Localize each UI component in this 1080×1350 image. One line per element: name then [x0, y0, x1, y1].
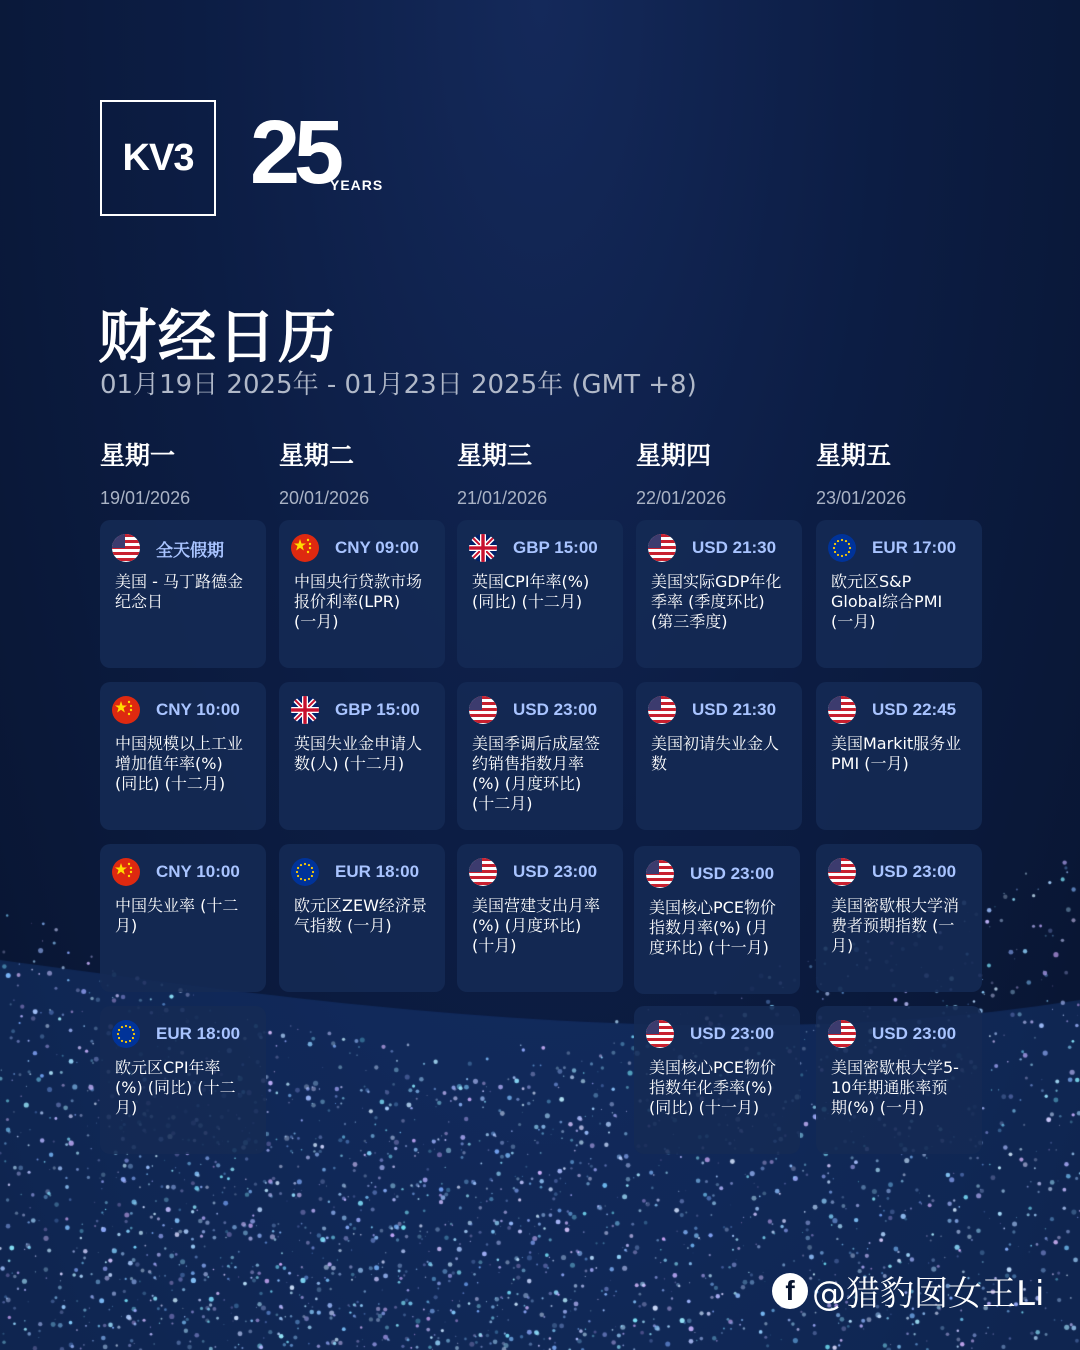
- event-header: [112, 1020, 254, 1048]
- event-card[interactable]: [634, 1006, 800, 1154]
- event-description: [294, 734, 433, 774]
- event-description-line: 欧元区ZEW经济景: [294, 896, 427, 915]
- us-flag-icon: [112, 534, 140, 562]
- event-description-line: 指数年化季率(%): [649, 1078, 773, 1097]
- event-description-line: (%) (月度环比): [472, 916, 582, 935]
- anniversary-number: 25: [250, 103, 339, 203]
- event-description: [294, 572, 433, 632]
- event-description-line: Global综合PMI: [831, 592, 943, 611]
- event-description: [831, 896, 970, 956]
- event-description: [649, 898, 788, 958]
- day-date: 23/01/2026: [816, 488, 907, 508]
- event-currency-time: USD 23:00: [690, 1024, 775, 1043]
- event-description-line: 费者预期指数 (一: [831, 916, 955, 935]
- event-description-line: (同比) (十一月): [649, 1098, 760, 1117]
- day-column-header: [279, 436, 369, 509]
- event-currency-time: 全天假期: [156, 540, 224, 560]
- us-flag-icon: [828, 1020, 856, 1048]
- event-description-line: 中国央行贷款市场: [294, 572, 423, 591]
- day-name: 星期五: [816, 441, 892, 470]
- day-name: 星期一: [100, 441, 176, 470]
- event-description-line: 美国核心PCE物价: [649, 1058, 776, 1077]
- event-card[interactable]: [816, 682, 982, 830]
- gb-flag-icon: [469, 534, 497, 562]
- event-description-line: 美国Markit服务业: [831, 734, 962, 753]
- us-flag-icon: [646, 1020, 674, 1048]
- us-flag-icon: [828, 858, 856, 886]
- event-description-line: 美国营建支出月率: [472, 896, 601, 915]
- event-description-line: (十二月): [472, 794, 533, 813]
- event-header: [648, 696, 790, 724]
- event-description-line: 月): [115, 916, 138, 935]
- us-flag-icon: [646, 860, 674, 888]
- event-header: [291, 534, 433, 562]
- us-flag-icon: [469, 858, 497, 886]
- event-currency-time: USD 23:00: [513, 862, 598, 881]
- event-description-line: 英国CPI年率(%): [472, 572, 590, 591]
- event-card[interactable]: [100, 1006, 266, 1154]
- event-header: [828, 696, 970, 724]
- day-column-header: [816, 436, 906, 509]
- anniversary-word: YEARS: [330, 177, 384, 193]
- event-currency-time: USD 23:00: [872, 862, 957, 881]
- event-currency-time: CNY 10:00: [156, 862, 240, 881]
- event-description: [831, 1058, 970, 1118]
- event-description-line: 报价利率(LPR): [294, 592, 401, 611]
- us-flag-icon: [648, 534, 676, 562]
- event-description: [472, 734, 611, 814]
- cn-flag-icon: [112, 858, 140, 886]
- event-header: [646, 1020, 788, 1048]
- day-name: 星期四: [636, 441, 712, 470]
- event-description-line: 数(人) (十二月): [294, 754, 405, 773]
- event-description: [472, 896, 611, 956]
- day-date: 21/01/2026: [457, 488, 548, 508]
- event-description-line: 数: [651, 754, 668, 773]
- event-description-line: 月): [115, 1098, 138, 1117]
- day-name: 星期三: [457, 441, 533, 470]
- event-card[interactable]: [816, 844, 982, 992]
- event-card[interactable]: [100, 682, 266, 830]
- event-description-line: 美国密歇根大学5-: [831, 1058, 959, 1077]
- event-card[interactable]: [279, 682, 445, 830]
- event-header: [828, 534, 970, 562]
- eu-flag-icon: [112, 1020, 140, 1048]
- event-description-line: 美国密歇根大学消: [831, 896, 960, 915]
- event-currency-time: USD 23:00: [690, 864, 775, 883]
- day-column-header: [636, 436, 726, 509]
- event-card[interactable]: [634, 846, 800, 994]
- event-description-line: 气指数 (一月): [294, 916, 392, 935]
- logo-text: KV3: [122, 136, 194, 179]
- event-currency-time: GBP 15:00: [513, 538, 598, 557]
- day-date: 19/01/2026: [100, 488, 191, 508]
- page-title: 财经日历: [98, 303, 339, 371]
- event-currency-time: USD 21:30: [692, 538, 777, 557]
- event-card[interactable]: [636, 520, 802, 668]
- event-currency-time: EUR 17:00: [872, 538, 957, 557]
- event-currency-time: CNY 10:00: [156, 700, 240, 719]
- event-description-line: (第三季度): [651, 612, 728, 631]
- event-header: [112, 858, 254, 886]
- event-description-line: 美国初请失业金人: [651, 734, 780, 753]
- event-card[interactable]: [279, 520, 445, 668]
- day-date: 20/01/2026: [279, 488, 370, 508]
- event-description: [649, 1058, 788, 1118]
- event-description-line: (十月): [472, 936, 517, 955]
- event-header: [291, 696, 433, 724]
- watermark-text: @猎豹囡女王Li: [812, 1274, 1045, 1314]
- cn-flag-icon: [112, 696, 140, 724]
- event-card[interactable]: [816, 1006, 982, 1154]
- gb-flag-icon: [291, 696, 319, 724]
- us-flag-icon: [469, 696, 497, 724]
- event-currency-time: USD 22:45: [872, 700, 957, 719]
- event-description-line: 度环比) (十一月): [649, 938, 769, 957]
- date-range: 01月19日 2025年 - 01月23日 2025年 (GMT +8): [100, 370, 697, 400]
- event-header: [828, 1020, 970, 1048]
- us-flag-icon: [648, 696, 676, 724]
- event-description-line: 美国季调后成屋签: [472, 734, 601, 753]
- event-description-line: 约销售指数月率: [472, 754, 585, 773]
- day-name: 星期二: [279, 441, 355, 470]
- event-card[interactable]: [100, 844, 266, 992]
- event-header: [469, 696, 611, 724]
- event-description: [831, 572, 970, 632]
- event-header: [469, 858, 611, 886]
- event-description-line: 美国实际GDP年化: [651, 572, 782, 591]
- event-card[interactable]: [457, 520, 623, 668]
- event-description-line: (一月): [294, 612, 339, 631]
- day-column-header: [100, 436, 190, 509]
- event-currency-time: USD 23:00: [872, 1024, 957, 1043]
- event-description: [115, 572, 254, 612]
- event-card[interactable]: [457, 682, 623, 830]
- event-description-line: 中国失业率 (十二: [115, 896, 239, 915]
- event-description-line: PMI (一月): [831, 754, 909, 773]
- event-description: [115, 1058, 254, 1118]
- event-header: [828, 858, 970, 886]
- watermark: [772, 1266, 1044, 1315]
- event-description-line: 月): [831, 936, 854, 955]
- facebook-icon: f: [772, 1273, 808, 1309]
- event-card[interactable]: [457, 844, 623, 992]
- us-flag-icon: [828, 696, 856, 724]
- day-date: 22/01/2026: [636, 488, 727, 508]
- event-description-line: 10年期通胀率预: [831, 1078, 948, 1097]
- event-description: [472, 572, 611, 612]
- event-description-line: 纪念日: [115, 592, 164, 611]
- event-description-line: 美国核心PCE物价: [649, 898, 776, 917]
- event-card[interactable]: [636, 682, 802, 830]
- event-header: [646, 860, 788, 888]
- event-description: [294, 896, 433, 936]
- event-description-line: 中国规模以上工业: [115, 734, 244, 753]
- event-card[interactable]: [279, 844, 445, 992]
- event-card[interactable]: [816, 520, 982, 668]
- event-currency-time: USD 23:00: [513, 700, 598, 719]
- event-description: [831, 734, 970, 774]
- event-description: [651, 734, 790, 774]
- event-description: [115, 896, 254, 936]
- event-description-line: (一月): [831, 612, 876, 631]
- eu-flag-icon: [828, 534, 856, 562]
- event-description-line: 期(%) (一月): [831, 1098, 925, 1117]
- event-description-line: 欧元区S&P: [831, 572, 912, 591]
- event-description-line: (同比) (十二月): [115, 774, 226, 793]
- event-header: [291, 858, 433, 886]
- event-currency-time: GBP 15:00: [335, 700, 420, 719]
- event-description-line: 指数月率(%) (月: [649, 918, 769, 937]
- event-header: [648, 534, 790, 562]
- event-currency-time: USD 21:30: [692, 700, 777, 719]
- event-description-line: 季率 (季度环比): [651, 592, 765, 611]
- event-description-line: (%) (同比) (十二: [115, 1078, 236, 1097]
- event-header: [112, 696, 254, 724]
- event-description-line: 增加值年率(%): [115, 754, 223, 773]
- event-currency-time: CNY 09:00: [335, 538, 419, 557]
- event-description-line: 美国 - 马丁路德金: [115, 572, 243, 591]
- event-description-line: 欧元区CPI年率: [115, 1058, 221, 1077]
- event-currency-time: EUR 18:00: [335, 862, 420, 881]
- event-header: [112, 534, 254, 562]
- event-card[interactable]: [100, 520, 266, 668]
- event-description-line: (同比) (十二月): [472, 592, 583, 611]
- event-description: [651, 572, 790, 632]
- day-column-header: [457, 436, 547, 509]
- event-description-line: 英国失业金申请人: [294, 734, 423, 753]
- event-description-line: (%) (月度环比): [472, 774, 582, 793]
- event-header: [469, 534, 611, 562]
- eu-flag-icon: [291, 858, 319, 886]
- cn-flag-icon: [291, 534, 319, 562]
- event-currency-time: EUR 18:00: [156, 1024, 241, 1043]
- event-description: [115, 734, 254, 794]
- kv3-logo: [100, 100, 216, 216]
